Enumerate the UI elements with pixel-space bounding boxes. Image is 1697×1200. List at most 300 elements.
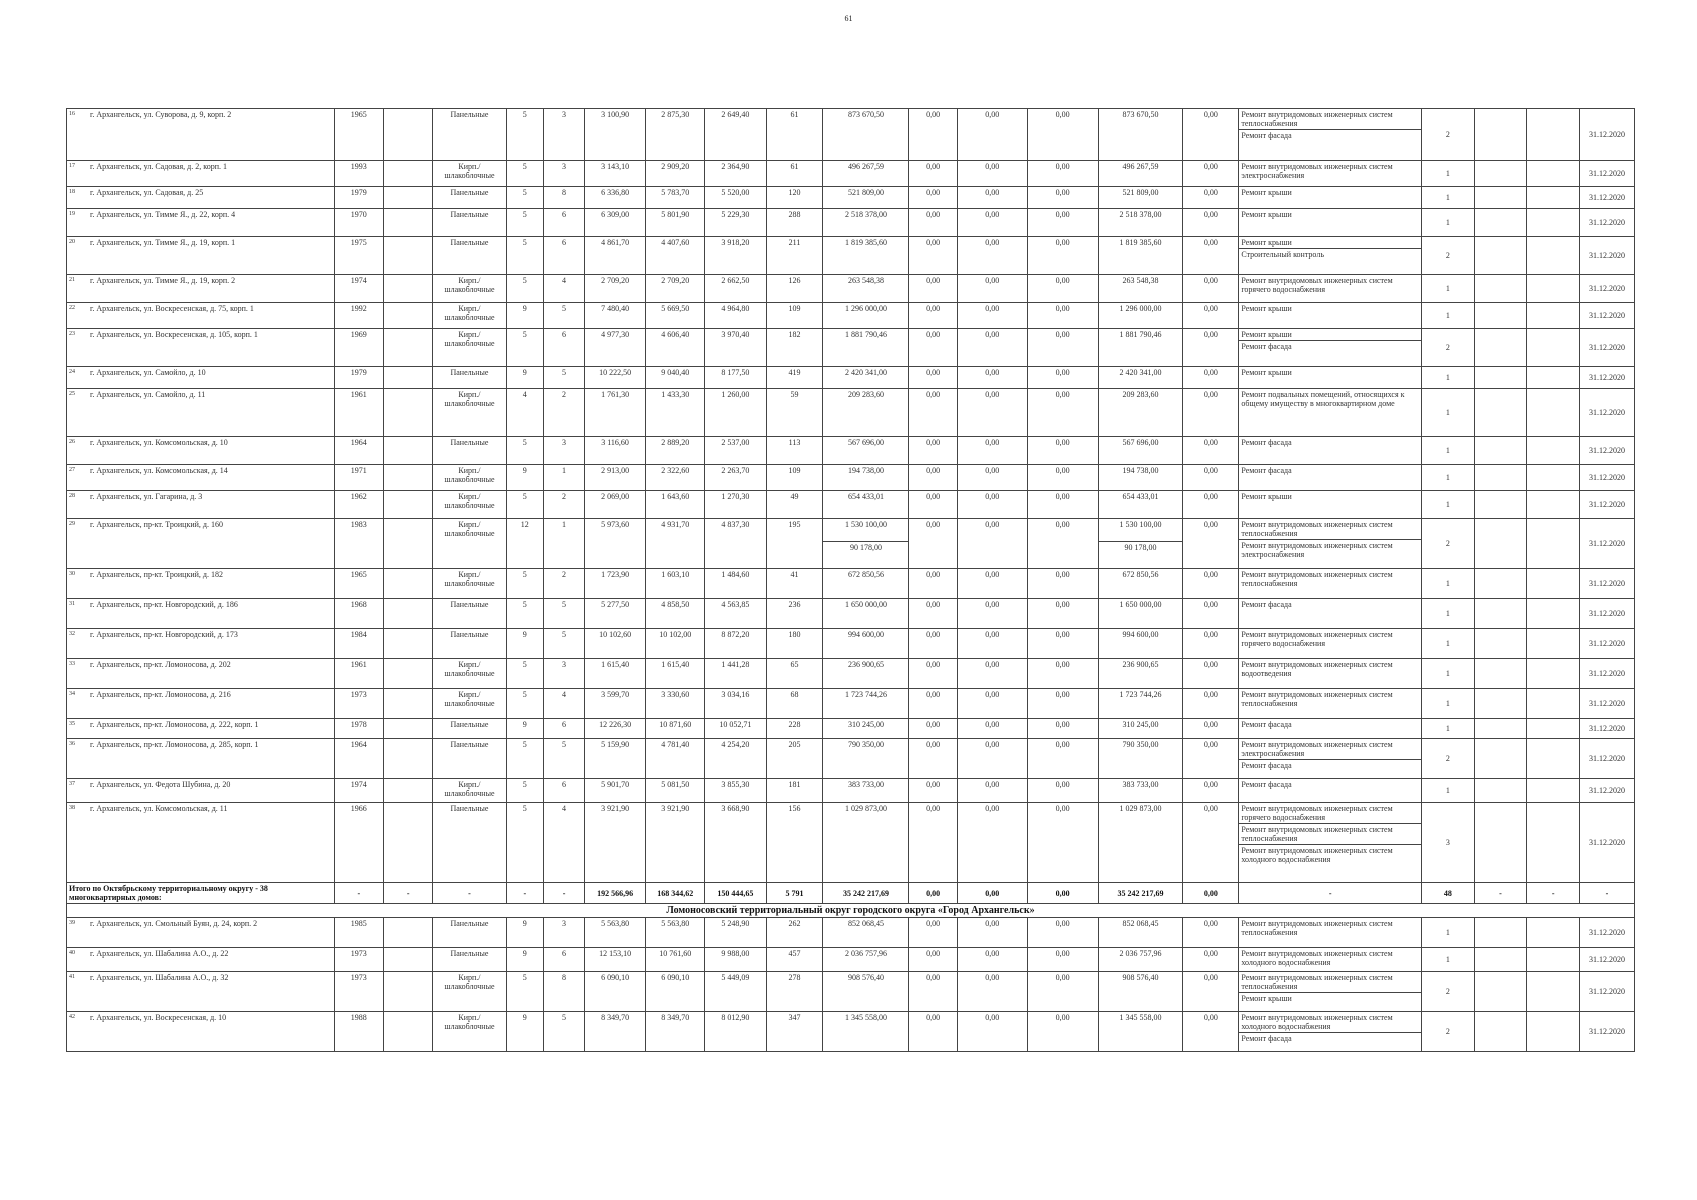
- work-type-item: Ремонт внутридомовых инженерных систем теплоснабжения: [1241, 690, 1393, 708]
- fund-source-cell: 0,00: [909, 389, 957, 437]
- owners-fund-cell: 654 433,01: [1098, 491, 1183, 519]
- residents-cell: 109: [766, 465, 823, 491]
- works-cell: [1239, 187, 1422, 209]
- living-area-cell: 6 090,10: [646, 972, 705, 1012]
- total-fund: 35 242 217,69: [1098, 883, 1183, 904]
- empty-cell: [1527, 689, 1580, 719]
- address-cell: г. Архангельск, ул. Самойло, д. 10: [88, 367, 334, 389]
- empty-cell: [1474, 739, 1527, 779]
- empty-cell: [1474, 569, 1527, 599]
- empty-cell: [1527, 109, 1580, 161]
- wall-material-cell: Кирп./ шлакоблочные: [433, 161, 506, 187]
- table-row: [67, 918, 1635, 948]
- fund-source-cell: 0,00: [909, 629, 957, 659]
- total-area-cell: 3 921,90: [584, 803, 645, 883]
- entrances-cell: 3: [544, 161, 585, 187]
- wall-material-cell: Панельные: [433, 109, 506, 161]
- fund-source-cell: 0,00: [1183, 972, 1239, 1012]
- total-dash: -: [1474, 883, 1527, 904]
- residents-cell: 211: [766, 237, 823, 275]
- row-number: 42: [67, 1012, 88, 1052]
- empty-cell: [384, 329, 433, 367]
- works-cell: [1239, 779, 1422, 803]
- total-row: [67, 883, 1635, 904]
- works-cell: [1239, 465, 1422, 491]
- build-year-cell: 1962: [334, 491, 383, 519]
- owned-area-cell: 3 668,90: [705, 803, 766, 883]
- works-count-cell: 1: [1422, 389, 1475, 437]
- fund-source-cell: 0,00: [957, 367, 1027, 389]
- deadline-cell: 31.12.2020: [1580, 599, 1635, 629]
- fund-source-cell: 0,00: [1027, 237, 1098, 275]
- fund-source-cell: 0,00: [1183, 329, 1239, 367]
- works-cell: [1239, 209, 1422, 237]
- empty-cell: [1474, 389, 1527, 437]
- works-count-cell: 1: [1422, 303, 1475, 329]
- fund-source-cell: 0,00: [957, 689, 1027, 719]
- total-count: 48: [1422, 883, 1475, 904]
- deadline-cell: 31.12.2020: [1580, 779, 1635, 803]
- floors-cell: 5: [506, 739, 544, 779]
- table-row: [67, 569, 1635, 599]
- living-area-cell: 3 921,90: [646, 803, 705, 883]
- row-number: 21: [67, 275, 88, 303]
- work-type-item: Ремонт крыши: [1241, 304, 1292, 313]
- address-cell: г. Архангельск, ул. Тимме Я., д. 19, корп. 2: [88, 275, 334, 303]
- address-cell: г. Архангельск, пр-кт. Ломоносова, д. 202: [88, 659, 334, 689]
- work-type-item: Ремонт внутридомовых инженерных систем теплоснабжения: [1239, 519, 1421, 540]
- work-type-item: Ремонт фасада: [1241, 131, 1292, 140]
- address-cell: г. Архангельск, ул. Шабалина А.О., д. 32: [88, 972, 334, 1012]
- repair-cost-cell: 2 036 757,96: [823, 948, 909, 972]
- entrances-cell: 1: [544, 519, 585, 569]
- fund-source-cell: 0,00: [1027, 719, 1098, 739]
- residents-cell: 228: [766, 719, 823, 739]
- owners-fund-cell: 1 029 873,00: [1098, 803, 1183, 883]
- wall-material-cell: Панельные: [433, 209, 506, 237]
- total-area-cell: 6 090,10: [584, 972, 645, 1012]
- fund-source-cell: 0,00: [1027, 599, 1098, 629]
- deadline-cell: 31.12.2020: [1580, 437, 1635, 465]
- wall-material-cell: Панельные: [433, 437, 506, 465]
- build-year-cell: 1973: [334, 948, 383, 972]
- work-type-item: Ремонт внутридомовых инженерных систем теплоснабжения: [1239, 972, 1421, 993]
- owned-area-cell: 3 970,40: [705, 329, 766, 367]
- work-type-item: Ремонт внутридомовых инженерных систем горячего водоснабжения: [1239, 803, 1421, 824]
- total-dash: -: [1239, 883, 1422, 904]
- empty-cell: [1527, 1012, 1580, 1052]
- total-area-cell: 4 861,70: [584, 237, 645, 275]
- table-row: [67, 367, 1635, 389]
- living-area-cell: 5 563,80: [646, 918, 705, 948]
- fund-source-cell: 0,00: [957, 779, 1027, 803]
- works-count-cell: 1: [1422, 275, 1475, 303]
- living-area-cell: 9 040,40: [646, 367, 705, 389]
- fund-source-cell: 0,00: [1183, 629, 1239, 659]
- residents-cell: 68: [766, 689, 823, 719]
- build-year-cell: 1973: [334, 689, 383, 719]
- empty-cell: [1527, 519, 1580, 569]
- repair-cost-cell: 2 518 378,00: [823, 209, 909, 237]
- entrances-cell: 8: [544, 972, 585, 1012]
- floors-cell: 5: [506, 491, 544, 519]
- owners-fund-cell: 1 723 744,26: [1098, 689, 1183, 719]
- table-row: [67, 972, 1635, 1012]
- empty-cell: [1527, 437, 1580, 465]
- address-cell: г. Архангельск, пр-кт. Ломоносова, д. 285, корп. 1: [88, 739, 334, 779]
- fund-source-cell: 0,00: [1183, 689, 1239, 719]
- table-row: [67, 519, 1635, 569]
- owned-area-cell: 3 918,20: [705, 237, 766, 275]
- works-count-cell: 2: [1422, 972, 1475, 1012]
- works-count-cell: 2: [1422, 739, 1475, 779]
- floors-cell: 4: [506, 389, 544, 437]
- table-row: [67, 389, 1635, 437]
- fund-source-cell: 0,00: [957, 161, 1027, 187]
- table-row: [67, 187, 1635, 209]
- work-type-item: Ремонт фасада: [1241, 342, 1292, 351]
- fund-source-cell: 0,00: [909, 803, 957, 883]
- work-type-item: Ремонт внутридомовых инженерных систем холодного водоснабжения: [1239, 1012, 1421, 1033]
- work-type-item: Ремонт подвальных помещений, относящихся к общему имуществу в многоквартирном доме: [1241, 390, 1405, 408]
- repair-cost-cell: 2 420 341,00: [823, 367, 909, 389]
- residents-cell: 419: [766, 367, 823, 389]
- total-area-cell: 2 913,00: [584, 465, 645, 491]
- total-area-cell: 4 977,30: [584, 329, 645, 367]
- floors-cell: 5: [506, 437, 544, 465]
- fund-source-cell: 0,00: [957, 629, 1027, 659]
- total-dash: -: [544, 883, 585, 904]
- floors-cell: 5: [506, 209, 544, 237]
- fund-source-cell: 0,00: [957, 599, 1027, 629]
- residents-cell: 262: [766, 918, 823, 948]
- total-f2: 0,00: [957, 883, 1027, 904]
- work-type-item: Ремонт фасада: [1241, 1034, 1292, 1043]
- total-area-cell: 3 116,60: [584, 437, 645, 465]
- row-number: 33: [67, 659, 88, 689]
- deadline-cell: 31.12.2020: [1580, 465, 1635, 491]
- row-number: 24: [67, 367, 88, 389]
- works-cell: [1239, 275, 1422, 303]
- owners-fund-cell: 194 738,00: [1098, 465, 1183, 491]
- works-cell: [1239, 161, 1422, 187]
- floors-cell: 12: [506, 519, 544, 569]
- empty-cell: [1527, 275, 1580, 303]
- total-dash: -: [1580, 883, 1635, 904]
- repair-cost-cell: 1 723 744,26: [823, 689, 909, 719]
- repair-cost-cell: 654 433,01: [823, 491, 909, 519]
- living-area-cell: 2 709,20: [646, 275, 705, 303]
- work-type-item: Ремонт фасада: [1241, 720, 1292, 729]
- fund-source-cell: 0,00: [909, 367, 957, 389]
- empty-cell: [384, 437, 433, 465]
- owners-fund-cell: 567 696,00: [1098, 437, 1183, 465]
- fund-source-cell: 0,00: [1183, 719, 1239, 739]
- entrances-cell: 6: [544, 329, 585, 367]
- residents-cell: 180: [766, 629, 823, 659]
- fund-source-cell: 0,00: [1183, 569, 1239, 599]
- works-cell: [1239, 367, 1422, 389]
- fund-source-cell: 0,00: [909, 303, 957, 329]
- owned-area-cell: 1 441,28: [705, 659, 766, 689]
- empty-cell: [384, 161, 433, 187]
- works-cell: [1239, 719, 1422, 739]
- fund-source-cell: 0,00: [909, 237, 957, 275]
- works-count-cell: 1: [1422, 629, 1475, 659]
- floors-cell: 5: [506, 161, 544, 187]
- fund-source-cell: 0,00: [957, 918, 1027, 948]
- owned-area-cell: 5 449,09: [705, 972, 766, 1012]
- empty-cell: [1527, 569, 1580, 599]
- work-type-item: Ремонт крыши: [1241, 188, 1292, 197]
- works-cell: [1239, 972, 1422, 1012]
- repair-cost-cell: 1 530 100,00 90 178,00: [823, 519, 909, 569]
- deadline-cell: 31.12.2020: [1580, 367, 1635, 389]
- empty-cell: [384, 465, 433, 491]
- repair-cost-cell: 567 696,00: [823, 437, 909, 465]
- fund-source-cell: 0,00: [957, 187, 1027, 209]
- table-row: [67, 329, 1635, 367]
- wall-material-cell: Кирп./ шлакоблочные: [433, 519, 506, 569]
- deadline-cell: 31.12.2020: [1580, 918, 1635, 948]
- fund-source-cell: 0,00: [909, 779, 957, 803]
- entrances-cell: 5: [544, 1012, 585, 1052]
- residents-cell: 156: [766, 803, 823, 883]
- works-cell: [1239, 329, 1422, 367]
- empty-cell: [384, 275, 433, 303]
- table-row: [67, 437, 1635, 465]
- fund-source-cell: 0,00: [1183, 948, 1239, 972]
- build-year-cell: 1978: [334, 719, 383, 739]
- total-area-cell: 10 102,60: [584, 629, 645, 659]
- living-area-cell: 5 669,50: [646, 303, 705, 329]
- repair-cost-cell: 1 819 385,60: [823, 237, 909, 275]
- empty-cell: [1474, 629, 1527, 659]
- build-year-cell: 1964: [334, 739, 383, 779]
- owners-fund-cell: 672 850,56: [1098, 569, 1183, 599]
- owners-fund-cell: 2 518 378,00: [1098, 209, 1183, 237]
- repair-cost-cell: 1 296 000,00: [823, 303, 909, 329]
- work-type-item: Ремонт внутридомовых инженерных систем водоотведения: [1241, 660, 1393, 678]
- work-type-item: Ремонт внутридомовых инженерных систем холодного водоснабжения: [1241, 846, 1393, 864]
- deadline-cell: 31.12.2020: [1580, 519, 1635, 569]
- fund-source-cell: 0,00: [957, 1012, 1027, 1052]
- repair-cost-cell: 263 548,38: [823, 275, 909, 303]
- works-cell: [1239, 659, 1422, 689]
- floors-cell: 5: [506, 659, 544, 689]
- build-year-cell: 1979: [334, 367, 383, 389]
- fund-source-cell: 0,00: [909, 689, 957, 719]
- work-type-item: Ремонт крыши: [1239, 237, 1421, 249]
- table-row: [67, 161, 1635, 187]
- works-cell: [1239, 948, 1422, 972]
- address-cell: г. Архангельск, ул. Воскресенская, д. 75, корп. 1: [88, 303, 334, 329]
- deadline-cell: 31.12.2020: [1580, 948, 1635, 972]
- entrances-cell: 2: [544, 389, 585, 437]
- living-area-cell: 4 781,40: [646, 739, 705, 779]
- residents-cell: 236: [766, 599, 823, 629]
- living-area-cell: 4 858,50: [646, 599, 705, 629]
- works-count-cell: 1: [1422, 719, 1475, 739]
- total-area-cell: 12 226,30: [584, 719, 645, 739]
- empty-cell: [1527, 918, 1580, 948]
- empty-cell: [384, 779, 433, 803]
- residents-cell: 61: [766, 161, 823, 187]
- owned-area-cell: 4 837,30: [705, 519, 766, 569]
- table-row: [67, 948, 1635, 972]
- empty-cell: [1474, 437, 1527, 465]
- entrances-cell: 4: [544, 689, 585, 719]
- table-row: [67, 689, 1635, 719]
- works-count-cell: 1: [1422, 918, 1475, 948]
- address-cell: г. Архангельск, ул. Садовая, д. 2, корп. 1: [88, 161, 334, 187]
- build-year-cell: 1979: [334, 187, 383, 209]
- floors-cell: 9: [506, 719, 544, 739]
- row-number: 32: [67, 629, 88, 659]
- work-type-item: Ремонт крыши: [1241, 994, 1292, 1003]
- fund-source-cell: 0,00: [909, 519, 957, 569]
- living-area-cell: 2 875,30: [646, 109, 705, 161]
- deadline-cell: 31.12.2020: [1580, 629, 1635, 659]
- owners-fund-cell: 852 068,45: [1098, 918, 1183, 948]
- total-f4: 0,00: [1183, 883, 1239, 904]
- fund-source-cell: 0,00: [957, 803, 1027, 883]
- living-area-cell: 3 330,60: [646, 689, 705, 719]
- owners-fund-cell: 1 819 385,60: [1098, 237, 1183, 275]
- section-header-row: [67, 904, 1635, 918]
- empty-cell: [384, 629, 433, 659]
- octyabrsky-district-rows: [67, 109, 1635, 883]
- living-area-cell: 4 606,40: [646, 329, 705, 367]
- fund-source-cell: 0,00: [909, 109, 957, 161]
- empty-cell: [384, 599, 433, 629]
- residents-cell: 49: [766, 491, 823, 519]
- residents-cell: 195: [766, 519, 823, 569]
- fund-source-cell: 0,00: [909, 437, 957, 465]
- address-cell: г. Архангельск, пр-кт. Новгородский, д. 173: [88, 629, 334, 659]
- table-row: [67, 659, 1635, 689]
- fund-source-cell: 0,00: [957, 948, 1027, 972]
- build-year-cell: 1992: [334, 303, 383, 329]
- residents-cell: 120: [766, 187, 823, 209]
- fund-source-cell: 0,00: [1027, 303, 1098, 329]
- fund-source-cell: 0,00: [1183, 109, 1239, 161]
- entrances-cell: 8: [544, 187, 585, 209]
- fund-source-cell: 0,00: [1183, 161, 1239, 187]
- total-dash: -: [433, 883, 506, 904]
- owners-fund-cell: 1 881 790,46: [1098, 329, 1183, 367]
- empty-cell: [384, 109, 433, 161]
- repair-cost-cell: 1 345 558,00: [823, 1012, 909, 1052]
- fund-source-cell: 0,00: [909, 719, 957, 739]
- fund-source-cell: 0,00: [957, 519, 1027, 569]
- owners-fund-cell: 790 350,00: [1098, 739, 1183, 779]
- living-area-cell: 4 407,60: [646, 237, 705, 275]
- living-area-cell: 5 783,70: [646, 187, 705, 209]
- works-count-cell: 1: [1422, 161, 1475, 187]
- total-residents: 5 791: [766, 883, 823, 904]
- total-area-cell: 5 563,80: [584, 918, 645, 948]
- fund-source-cell: 0,00: [1027, 972, 1098, 1012]
- build-year-cell: 1971: [334, 465, 383, 491]
- build-year-cell: 1984: [334, 629, 383, 659]
- owners-fund-cell: 2 420 341,00: [1098, 367, 1183, 389]
- address-cell: г. Архангельск, ул. Суворова, д. 9, корп. 2: [88, 109, 334, 161]
- table-row: [67, 803, 1635, 883]
- wall-material-cell: Кирп./ шлакоблочные: [433, 659, 506, 689]
- floors-cell: 5: [506, 803, 544, 883]
- fund-source-cell: 0,00: [909, 948, 957, 972]
- wall-material-cell: Панельные: [433, 803, 506, 883]
- owned-area-cell: 1 270,30: [705, 491, 766, 519]
- works-cell: [1239, 237, 1422, 275]
- table-row: [67, 491, 1635, 519]
- fund-source-cell: 0,00: [1027, 491, 1098, 519]
- works-cell: [1239, 569, 1422, 599]
- wall-material-cell: Панельные: [433, 367, 506, 389]
- works-count-cell: 1: [1422, 689, 1475, 719]
- fund-source-cell: 0,00: [957, 303, 1027, 329]
- total-area-cell: 5 277,50: [584, 599, 645, 629]
- owned-area-cell: 8 012,90: [705, 1012, 766, 1052]
- fund-source-cell: 0,00: [1183, 389, 1239, 437]
- total-area-cell: 6 336,80: [584, 187, 645, 209]
- works-count-cell: 1: [1422, 437, 1475, 465]
- residents-cell: 288: [766, 209, 823, 237]
- owners-fund-cell: 310 245,00: [1098, 719, 1183, 739]
- row-number: 20: [67, 237, 88, 275]
- empty-cell: [1474, 491, 1527, 519]
- row-number: 22: [67, 303, 88, 329]
- wall-material-cell: Кирп./ шлакоблочные: [433, 303, 506, 329]
- entrances-cell: 4: [544, 803, 585, 883]
- table-row: [67, 739, 1635, 779]
- fund-source-cell: 0,00: [909, 187, 957, 209]
- total-area-owned: 150 444,65: [705, 883, 766, 904]
- fund-source-cell: 0,00: [1183, 303, 1239, 329]
- entrances-cell: 3: [544, 659, 585, 689]
- lomonosovsky-district-rows: [67, 918, 1635, 1052]
- owners-fund-cell: 209 283,60: [1098, 389, 1183, 437]
- residents-cell: 109: [766, 303, 823, 329]
- address-cell: г. Архангельск, ул. Комсомольская, д. 11: [88, 803, 334, 883]
- fund-source-cell: 0,00: [1183, 491, 1239, 519]
- fund-source-cell: 0,00: [1027, 1012, 1098, 1052]
- works-count-cell: 2: [1422, 519, 1475, 569]
- total-cost: 35 242 217,69: [823, 883, 909, 904]
- repair-cost-cell: 1 029 873,00: [823, 803, 909, 883]
- address-cell: г. Архангельск, пр-кт. Троицкий, д. 160: [88, 519, 334, 569]
- wall-material-cell: Кирп./ шлакоблочные: [433, 491, 506, 519]
- row-number: 36: [67, 739, 88, 779]
- works-cell: [1239, 803, 1422, 883]
- row-number: 27: [67, 465, 88, 491]
- build-year-cell: 1965: [334, 109, 383, 161]
- total-area-cell: 1 761,30: [584, 389, 645, 437]
- empty-cell: [1527, 187, 1580, 209]
- table-row: [67, 465, 1635, 491]
- deadline-cell: 31.12.2020: [1580, 739, 1635, 779]
- empty-cell: [384, 1012, 433, 1052]
- build-year-cell: 1968: [334, 599, 383, 629]
- fund-source-cell: 0,00: [1027, 659, 1098, 689]
- wall-material-cell: Кирп./ шлакоблочные: [433, 389, 506, 437]
- owners-fund-cell: 496 267,59: [1098, 161, 1183, 187]
- owners-fund-cell: 383 733,00: [1098, 779, 1183, 803]
- deadline-cell: 31.12.2020: [1580, 689, 1635, 719]
- wall-material-cell: Кирп./ шлакоблочные: [433, 1012, 506, 1052]
- repair-cost-cell: 383 733,00: [823, 779, 909, 803]
